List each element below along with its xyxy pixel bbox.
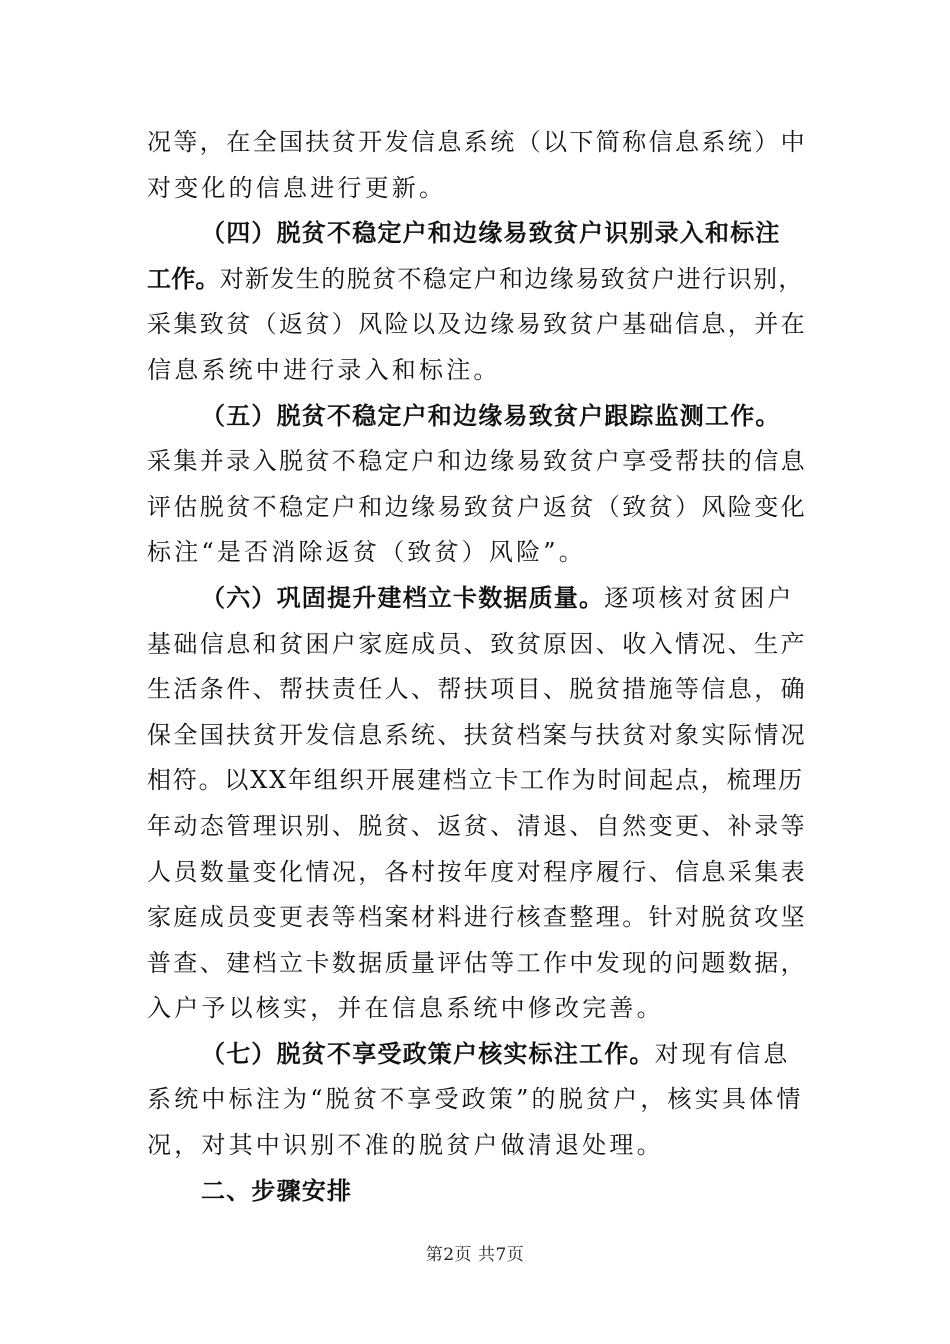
section-heading-line bbox=[147, 1169, 807, 1215]
text-line: 信息系统中进行录入和标注。 bbox=[147, 355, 501, 384]
text-line: 对变化的信息进行更新。 bbox=[147, 173, 447, 202]
text-line: 况等，在全国扶贫开发信息系统（以下简称信息系统）中 bbox=[147, 128, 807, 156]
text-line: 评估脱贫不稳定户和边缘易致贫户返贫（致贫）风险变化 bbox=[147, 492, 807, 521]
text-line: 人员数量变化情况，各村按年度对程序履行、信息采集表 bbox=[147, 857, 807, 886]
text-line: 标注“是否消除返贫（致贫）风险”。 bbox=[147, 538, 586, 567]
section-heading-4-cont: 工作。 bbox=[147, 264, 220, 293]
body-text: 对现有信息 bbox=[654, 1039, 791, 1068]
section-heading-5: （五）脱贫不稳定户和边缘易致贫户跟踪监测工作。 bbox=[201, 401, 781, 430]
text-line: 年动态管理识别、脱贫、返贫、清退、自然变更、补录等 bbox=[147, 811, 807, 840]
section-heading-line bbox=[147, 1032, 807, 1078]
section-heading-4: （四）脱贫不稳定户和边缘易致贫户识别录入和标注 bbox=[201, 219, 781, 248]
text-line: 家庭成员变更表等档案材料进行核查整理。针对脱贫攻坚 bbox=[147, 903, 807, 932]
text-line: 况，对其中识别不准的脱贫户做清退处理。 bbox=[147, 1131, 664, 1160]
section-heading-line bbox=[147, 394, 807, 440]
text-line: 系统中标注为“脱贫不享受政策”的脱贫户，核实具体情 bbox=[147, 1085, 804, 1114]
text-line: 相符。以XX年组织开展建档立卡工作为时间起点，梳理历 bbox=[147, 766, 804, 795]
body-text: 对新发生的脱贫不稳定户和边缘易致贫户进行识别， bbox=[219, 264, 804, 293]
section-heading-steps: 二、步骤安排 bbox=[201, 1176, 353, 1205]
page-number-footer: 第2页 共7页 bbox=[425, 1245, 525, 1265]
text-line: 保全国扶贫开发信息系统、扶贫档案与扶贫对象实际情况 bbox=[147, 720, 807, 749]
section-heading-6: （六）巩固提升建档立卡数据质量。 bbox=[201, 583, 605, 612]
text-line: 入户予以核实，并在信息系统中修改完善。 bbox=[147, 994, 664, 1023]
text-line: 普查、建档立卡数据质量评估等工作中发现的问题数据， bbox=[147, 948, 807, 977]
section-heading-line bbox=[147, 211, 807, 257]
text-line: 基础信息和贫困户家庭成员、致贫原因、收入情况、生产 bbox=[147, 629, 807, 658]
text-line: 采集并录入脱贫不稳定户和边缘易致贫户享受帮扶的信息 bbox=[147, 447, 807, 476]
text-line: 生活条件、帮扶责任人、帮扶项目、脱贫措施等信息，确 bbox=[147, 675, 807, 704]
section-heading-7: （七）脱贫不享受政策户核实标注工作。 bbox=[201, 1039, 655, 1068]
section-heading-line bbox=[147, 576, 807, 622]
text-line: 采集致贫（返贫）风险以及边缘易致贫户基础信息，并在 bbox=[147, 310, 807, 339]
document-body bbox=[147, 120, 807, 1214]
body-text: 逐项核对贫困户 bbox=[604, 583, 795, 612]
text-line bbox=[147, 257, 807, 303]
